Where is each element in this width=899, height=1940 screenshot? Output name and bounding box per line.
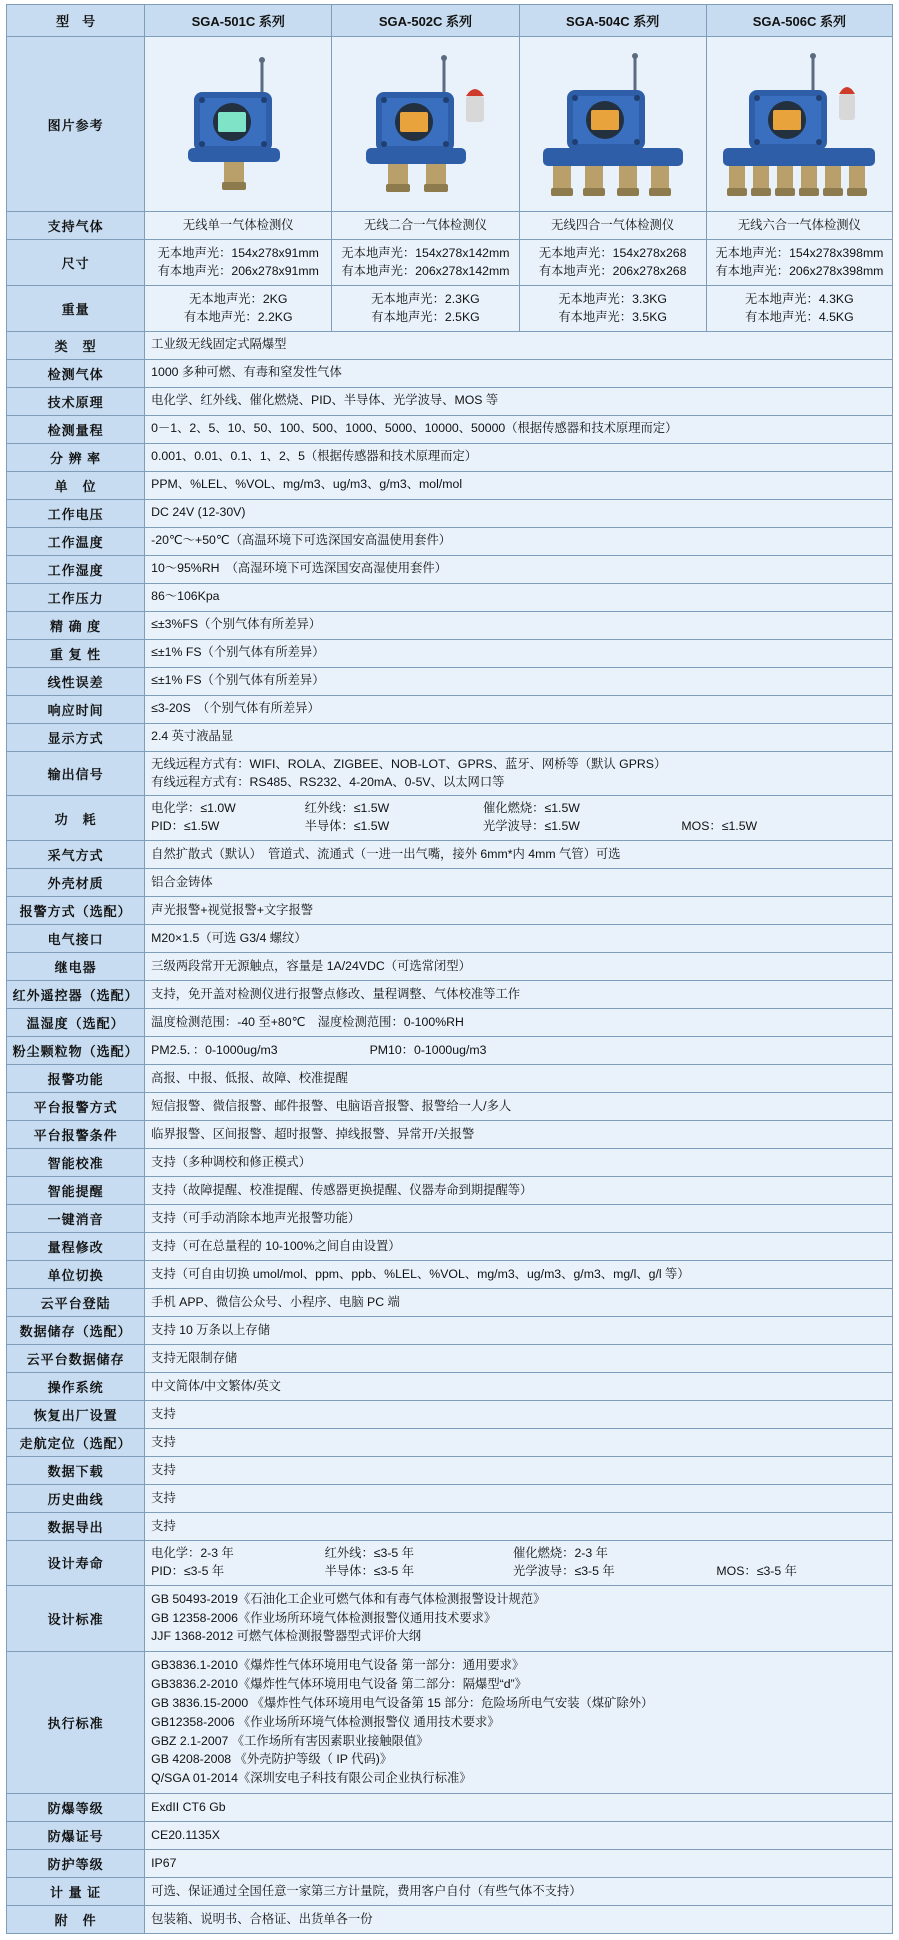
row-value-ex-grade: ExdII CT6 Gb xyxy=(145,1794,893,1822)
life-catalytic: 催化燃烧：2-3 年 xyxy=(512,1546,608,1561)
table-row-voltage xyxy=(7,499,893,527)
row-label-os: 操作系统 xyxy=(7,1373,145,1401)
row-value-principle: 电化学、红外线、催化燃烧、PID、半导体、光学波导、MOS 等 xyxy=(145,387,893,415)
table-row-platform-alarm-mode xyxy=(7,1093,893,1121)
row-label-cloud-storage: 云平台数据储存 xyxy=(7,1345,145,1373)
row-value-ir-remote: 支持，免开盖对检测仪进行报警点修改、量程调整、气体校准等工作 xyxy=(145,981,893,1009)
product-image-502c xyxy=(332,37,519,212)
life-infrared: 红外线：≤3-5 年 xyxy=(324,1546,414,1561)
table-row-electrical-interface xyxy=(7,925,893,953)
row-label-image: 图片参考 xyxy=(7,37,145,212)
row-value-sampling: 自然扩散式（默认） 管道式、流通式（一进一出气嘴，接外 6mm*内 4mm 气管）可选 xyxy=(145,841,893,869)
row-value-voltage: DC 24V (12-30V) xyxy=(145,499,893,527)
power-pid: PID：≤1.5W xyxy=(151,819,220,834)
table-row-history-curve xyxy=(7,1485,893,1513)
row-label-unit: 单 位 xyxy=(7,471,145,499)
dust-pm10: PM10：0-1000ug/m3 xyxy=(369,1042,487,1057)
size-1-line1: 无本地声光：154x278x91mm xyxy=(157,246,319,260)
row-label-principle: 技术原理 xyxy=(7,387,145,415)
model-label: 型 号 xyxy=(7,5,145,37)
power-catalytic: 催化燃烧：≤1.5W xyxy=(482,801,580,816)
weight-2-line2: 有本地声光：2.5KG xyxy=(371,310,480,325)
row-label-platform-alarm-condition: 平台报警条件 xyxy=(7,1121,145,1149)
table-row-resolution xyxy=(7,443,893,471)
row-label-alarm-function: 报警功能 xyxy=(7,1065,145,1093)
row-label-design-standard: 设计标准 xyxy=(7,1585,145,1651)
table-row-alarm-mode xyxy=(7,897,893,925)
row-value-ex-cert: CE20.1135X xyxy=(145,1822,893,1850)
table-row-ir-remote xyxy=(7,981,893,1009)
exec-standard-5: GBZ 2.1-2007 《工作场所有害因素职业接触限值》 xyxy=(151,1733,429,1748)
exec-standard-1: GB3836.1-2010《爆炸性气体环境用电气设备 第一部分：通用要求》 xyxy=(151,1658,525,1673)
table-row-range xyxy=(7,415,893,443)
table-row-os xyxy=(7,1373,893,1401)
table-row-gas-support xyxy=(7,212,893,240)
row-value-unit: PPM、%LEL、%VOL、mg/m3、ug/m3、g/m3、mol/mol xyxy=(145,471,893,499)
weight-1-line2: 有本地声光：2.2KG xyxy=(183,310,293,325)
row-label-mobile-positioning: 走航定位（选配） xyxy=(7,1429,145,1457)
weight-1-line1: 无本地声光：2KG xyxy=(189,291,288,306)
table-row-cloud-storage xyxy=(7,1345,893,1373)
exec-standard-4: GB12358-2006 《作业场所环境气体检测报警仪 通用技术要求》 xyxy=(151,1714,500,1729)
row-label-size: 尺寸 xyxy=(7,240,145,286)
table-row-data-export xyxy=(7,1513,893,1541)
row-label-unit-switch: 单位切换 xyxy=(7,1261,145,1289)
table-row-ex-grade xyxy=(7,1794,893,1822)
row-value-factory-reset: 支持 xyxy=(145,1401,893,1429)
row-value-smart-calibration: 支持（多种调校和修正模式） xyxy=(145,1149,893,1177)
table-row-humidity xyxy=(7,555,893,583)
product-image-504c xyxy=(519,37,706,212)
table-row-pressure xyxy=(7,583,893,611)
row-label-accessories: 附 件 xyxy=(7,1906,145,1934)
life-semiconductor: 半导体：≤3-5 年 xyxy=(324,1563,414,1578)
row-value-resolution: 0.001、0.01、0.1、1、2、5（根据传感器和技术原理而定） xyxy=(145,443,893,471)
life-optical: 光学波导：≤3-5 年 xyxy=(512,1563,615,1578)
weight-4-line1: 无本地声光：4.3KG xyxy=(745,291,854,306)
model-col-1: SGA-501C 系列 xyxy=(145,5,332,37)
row-label-data-export: 数据导出 xyxy=(7,1513,145,1541)
row-label-metering-cert: 计 量 证 xyxy=(7,1878,145,1906)
row-value-data-storage: 支持 10 万条以上存储 xyxy=(145,1317,893,1345)
row-value-detect-gas: 1000 多种可燃、有毒和窒发性气体 xyxy=(145,359,893,387)
weight-2 xyxy=(332,285,519,331)
row-value-alarm-function: 高报、中报、低报、故障、校准提醒 xyxy=(145,1065,893,1093)
power-semiconductor: 半导体：≤1.5W xyxy=(304,819,390,834)
exec-standard-2: GB3836.2-2010《爆炸性气体环境用电气设备 第二部分：隔爆型“d”》 xyxy=(151,1677,527,1692)
table-row-output-signal xyxy=(7,751,893,796)
detector-illustration-2 xyxy=(340,44,510,204)
row-value-unit-switch: 支持（可自由切换 umol/mol、ppm、ppb、%LEL、%VOL、mg/m3、ug/m3、g/m3、mg/l、g/l 等） xyxy=(145,1261,893,1289)
output-signal-wired: 有线远程方式有：RS485、RS232、4-20mA、0-5V、以太网口等 xyxy=(151,774,505,789)
table-row-design-standard xyxy=(7,1585,893,1651)
table-row-repeatability xyxy=(7,639,893,667)
weight-3-line2: 有本地声光：3.5KG xyxy=(558,310,667,325)
row-value-type: 工业级无线固定式隔爆型 xyxy=(145,331,893,359)
row-value-temp-humidity: 温度检测范围：-40 至+80℃ 湿度检测范围：0-100%RH xyxy=(145,1009,893,1037)
row-value-exec-standard xyxy=(145,1652,893,1794)
row-label-response-time: 响应时间 xyxy=(7,695,145,723)
model-col-2: SGA-502C 系列 xyxy=(332,5,519,37)
table-row-weight xyxy=(7,285,893,331)
row-value-design-standard xyxy=(145,1585,893,1651)
row-label-weight: 重量 xyxy=(7,285,145,331)
exec-standard-3: GB 3836.15-2000 《爆炸性气体环境用电气设备第 15 部分：危险场所电气安装（煤矿除外） xyxy=(151,1695,654,1710)
row-value-cloud-storage: 支持无限制存储 xyxy=(145,1345,893,1373)
row-label-smart-calibration: 智能校准 xyxy=(7,1149,145,1177)
row-label-ir-remote: 红外遥控器（选配） xyxy=(7,981,145,1009)
row-label-display: 显示方式 xyxy=(7,723,145,751)
product-image-506c xyxy=(706,37,892,212)
row-value-design-life xyxy=(145,1541,893,1586)
row-value-platform-alarm-condition: 临界报警、区间报警、超时报警、掉线报警、异常开/关报警 xyxy=(145,1121,893,1149)
detector-illustration-4 xyxy=(523,44,703,204)
row-label-gas-support: 支持气体 xyxy=(7,212,145,240)
table-row-unit-switch xyxy=(7,1261,893,1289)
power-infrared: 红外线：≤1.5W xyxy=(304,801,390,816)
row-label-data-storage: 数据储存（选配） xyxy=(7,1317,145,1345)
row-value-dust xyxy=(145,1037,893,1065)
size-2-line2: 有本地声光：206x278x142mm xyxy=(341,264,510,279)
row-label-temp: 工作温度 xyxy=(7,527,145,555)
row-label-ex-grade: 防爆等级 xyxy=(7,1794,145,1822)
detector-illustration-6 xyxy=(709,44,889,204)
row-value-os: 中文简体/中文繁体/英文 xyxy=(145,1373,893,1401)
table-row-data-download xyxy=(7,1457,893,1485)
row-label-exec-standard: 执行标准 xyxy=(7,1652,145,1794)
row-value-platform-alarm-mode: 短信报警、微信报警、邮件报警、电脑语音报警、报警给一人/多人 xyxy=(145,1093,893,1121)
row-value-range-modify: 支持（可在总量程的 10-100%之间自由设置） xyxy=(145,1233,893,1261)
row-label-type: 类 型 xyxy=(7,331,145,359)
power-mos: MOS：≤1.5W xyxy=(681,819,758,834)
row-value-display: 2.4 英寸液晶显 xyxy=(145,723,893,751)
weight-3 xyxy=(519,285,706,331)
row-label-range: 检测量程 xyxy=(7,415,145,443)
row-value-mobile-positioning: 支持 xyxy=(145,1429,893,1457)
table-row-sampling xyxy=(7,841,893,869)
row-value-output-signal xyxy=(145,751,893,796)
table-row-dust xyxy=(7,1037,893,1065)
row-label-voltage: 工作电压 xyxy=(7,499,145,527)
design-standard-1: GB 50493-2019《石油化工企业可燃气体和有毒气体检测报警设计规范》 xyxy=(151,1591,546,1606)
table-row-temp xyxy=(7,527,893,555)
row-label-dust: 粉尘颗粒物（选配） xyxy=(7,1037,145,1065)
row-value-alarm-mode: 声光报警+视觉报警+文字报警 xyxy=(145,897,893,925)
row-value-range: 0－1、2、5、10、50、100、500、1000、5000、10000、50000（根据传感器和技术原理而定） xyxy=(145,415,893,443)
power-optical: 光学波导：≤1.5W xyxy=(482,819,580,834)
row-label-alarm-mode: 报警方式（选配） xyxy=(7,897,145,925)
weight-3-line1: 无本地声光：3.3KG xyxy=(558,291,667,306)
row-value-accessories: 包装箱、说明书、合格证、出货单各一份 xyxy=(145,1906,893,1934)
output-signal-wireless: 无线远程方式有：WIFI、ROLA、ZIGBEE、NOB-LOT、GPRS、蓝牙、网桥等（默认 GPRS） xyxy=(151,756,667,771)
row-label-data-download: 数据下载 xyxy=(7,1457,145,1485)
table-row-accuracy xyxy=(7,611,893,639)
table-row-unit xyxy=(7,471,893,499)
size-4 xyxy=(706,240,892,286)
product-image-501c xyxy=(145,37,332,212)
table-row-data-storage xyxy=(7,1317,893,1345)
row-label-history-curve: 历史曲线 xyxy=(7,1485,145,1513)
power-electrochemical: 电化学：≤1.0W xyxy=(151,801,236,816)
model-col-4: SGA-506C 系列 xyxy=(706,5,892,37)
row-label-relay: 继电器 xyxy=(7,953,145,981)
row-value-metering-cert: 可选、保证通过全国任意一家第三方计量院，费用客户自付（有些气体不支持） xyxy=(145,1878,893,1906)
table-row-ex-cert xyxy=(7,1822,893,1850)
table-row-mobile-positioning xyxy=(7,1429,893,1457)
table-row-alarm-function xyxy=(7,1065,893,1093)
table-row-smart-reminder xyxy=(7,1177,893,1205)
table-row-factory-reset xyxy=(7,1401,893,1429)
row-label-pressure: 工作压力 xyxy=(7,583,145,611)
table-row-principle xyxy=(7,387,893,415)
model-col-3: SGA-504C 系列 xyxy=(519,5,706,37)
row-label-output-signal: 输出信号 xyxy=(7,751,145,796)
row-label-sampling: 采气方式 xyxy=(7,841,145,869)
row-value-accuracy: ≤±3%FS（个别气体有所差异） xyxy=(145,611,893,639)
size-4-line1: 无本地声光：154x278x398mm xyxy=(715,246,884,260)
row-label-repeatability: 重 复 性 xyxy=(7,639,145,667)
size-1 xyxy=(145,240,332,286)
table-row-housing xyxy=(7,869,893,897)
table-row-exec-standard xyxy=(7,1652,893,1794)
table-row-metering-cert xyxy=(7,1878,893,1906)
life-electrochemical: 电化学：2-3 年 xyxy=(151,1546,234,1561)
weight-4-line2: 有本地声光：4.5KG xyxy=(745,310,854,325)
row-label-one-key-mute: 一键消音 xyxy=(7,1205,145,1233)
table-row-design-life xyxy=(7,1541,893,1586)
table-row-one-key-mute xyxy=(7,1205,893,1233)
row-label-linearity: 线性误差 xyxy=(7,667,145,695)
table-row-ip-grade xyxy=(7,1850,893,1878)
size-3 xyxy=(519,240,706,286)
life-pid: PID：≤3-5 年 xyxy=(151,1563,225,1578)
table-row-display xyxy=(7,723,893,751)
table-row-smart-calibration xyxy=(7,1149,893,1177)
row-value-data-download: 支持 xyxy=(145,1457,893,1485)
row-label-cloud-login: 云平台登陆 xyxy=(7,1289,145,1317)
row-label-detect-gas: 检测气体 xyxy=(7,359,145,387)
row-value-cloud-login: 手机 APP、微信公众号、小程序、电脑 PC 端 xyxy=(145,1289,893,1317)
gas-support-1: 无线单一气体检测仪 xyxy=(145,212,332,240)
weight-1 xyxy=(145,285,332,331)
row-label-humidity: 工作湿度 xyxy=(7,555,145,583)
spec-table xyxy=(6,4,893,1934)
size-4-line2: 有本地声光：206x278x398mm xyxy=(715,264,884,279)
size-2-line1: 无本地声光：154x278x142mm xyxy=(341,246,510,260)
row-value-history-curve: 支持 xyxy=(145,1485,893,1513)
exec-standard-6: GB 4208-2008 《外壳防护等级（ IP 代码)》 xyxy=(151,1752,393,1767)
row-label-housing: 外壳材质 xyxy=(7,869,145,897)
row-value-power xyxy=(145,796,893,841)
exec-standard-7: Q/SGA 01-2014《深圳安电子科技有限公司企业执行标准》 xyxy=(151,1771,472,1786)
gas-support-4: 无线六合一气体检测仪 xyxy=(706,212,892,240)
design-standard-2: GB 12358-2006《作业场所环境气体检测报警仪通用技术要求》 xyxy=(151,1610,497,1625)
row-label-temp-humidity: 温湿度（选配） xyxy=(7,1009,145,1037)
row-label-smart-reminder: 智能提醒 xyxy=(7,1177,145,1205)
weight-4 xyxy=(706,285,892,331)
gas-support-2: 无线二合一气体检测仪 xyxy=(332,212,519,240)
table-row-accessories xyxy=(7,1906,893,1934)
table-row-linearity xyxy=(7,667,893,695)
gas-support-3: 无线四合一气体检测仪 xyxy=(519,212,706,240)
table-row-range-modify xyxy=(7,1233,893,1261)
weight-2-line1: 无本地声光：2.3KG xyxy=(371,291,480,306)
row-label-platform-alarm-mode: 平台报警方式 xyxy=(7,1093,145,1121)
row-label-factory-reset: 恢复出厂设置 xyxy=(7,1401,145,1429)
row-label-power: 功 耗 xyxy=(7,796,145,841)
row-value-smart-reminder: 支持（故障提醒、校准提醒、传感器更换提醒、仪器寿命到期提醒等） xyxy=(145,1177,893,1205)
row-value-electrical-interface: M20×1.5（可选 G3/4 螺纹） xyxy=(145,925,893,953)
row-value-data-export: 支持 xyxy=(145,1513,893,1541)
row-value-relay: 三级两段常开无源触点，容量是 1A/24VDC（可选常闭型） xyxy=(145,953,893,981)
detector-illustration-1 xyxy=(158,44,318,204)
row-label-ip-grade: 防护等级 xyxy=(7,1850,145,1878)
design-standard-3: JJF 1368-2012 可燃气体检测报警器型式评价大纲 xyxy=(151,1629,422,1644)
row-label-design-life: 设计寿命 xyxy=(7,1541,145,1586)
table-row-type xyxy=(7,331,893,359)
table-row-power xyxy=(7,796,893,841)
table-row-header xyxy=(7,5,893,37)
table-row-detect-gas xyxy=(7,359,893,387)
table-row-platform-alarm-condition xyxy=(7,1121,893,1149)
row-value-ip-grade: IP67 xyxy=(145,1850,893,1878)
table-row-relay xyxy=(7,953,893,981)
size-3-line2: 有本地声光：206x278x268 xyxy=(538,264,687,279)
size-1-line2: 有本地声光：206x278x91mm xyxy=(157,264,319,279)
table-row-size xyxy=(7,240,893,286)
row-value-pressure: 86～106Kpa xyxy=(145,583,893,611)
row-value-housing: 铝合金铸体 xyxy=(145,869,893,897)
row-label-electrical-interface: 电气接口 xyxy=(7,925,145,953)
row-value-humidity: 10～95%RH （高湿环境下可选深国安高湿使用套件） xyxy=(145,555,893,583)
table-row-temp-humidity xyxy=(7,1009,893,1037)
life-mos: MOS：≤3-5 年 xyxy=(716,1563,797,1578)
table-row-image xyxy=(7,37,893,212)
row-label-resolution: 分 辨 率 xyxy=(7,443,145,471)
row-value-one-key-mute: 支持（可手动消除本地声光报警功能） xyxy=(145,1205,893,1233)
row-value-linearity: ≤±1% FS（个别气体有所差异） xyxy=(145,667,893,695)
row-value-repeatability: ≤±1% FS（个别气体有所差异） xyxy=(145,639,893,667)
table-row-response-time xyxy=(7,695,893,723)
size-3-line1: 无本地声光：154x278x268 xyxy=(538,246,687,260)
row-value-temp: -20℃～+50℃（高温环境下可选深国安高温使用套件） xyxy=(145,527,893,555)
size-2 xyxy=(332,240,519,286)
row-label-range-modify: 量程修改 xyxy=(7,1233,145,1261)
row-label-ex-cert: 防爆证号 xyxy=(7,1822,145,1850)
dust-pm25: PM2.5．：0-1000ug/m3 xyxy=(151,1042,278,1057)
row-value-response-time: ≤3-20S （个别气体有所差异） xyxy=(145,695,893,723)
row-label-accuracy: 精 确 度 xyxy=(7,611,145,639)
table-row-cloud-login xyxy=(7,1289,893,1317)
